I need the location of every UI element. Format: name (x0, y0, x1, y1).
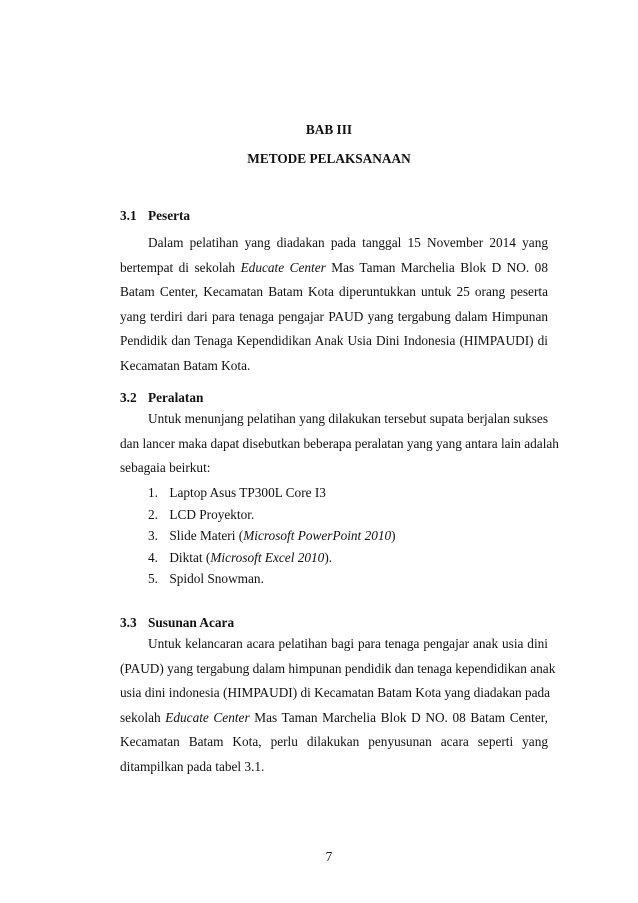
chapter-number: BAB III (305, 122, 353, 137)
section-title: Peserta (148, 208, 191, 223)
paragraph-line: Untuk menunjang pelatihan yang dilakukan tersebut supata berjalan sukses (148, 411, 548, 426)
paragraph-line: sekolah Educate Center Mas Taman Marchelia Blok D NO. 08 Batam Center, (120, 709, 548, 725)
paragraph-line: dan lancer maka dapat disebutkan beberapa peralatan yang yang antara lain adalah (120, 435, 559, 451)
paragraph-line: ditampilkan pada tabel 3.1. (120, 758, 265, 774)
paragraph-line: Batam Center, Kecamatan Batam Kota diperuntukkan untuk 25 orang peserta (120, 284, 548, 300)
list-item: 2. LCD Proyektor. (148, 506, 255, 522)
list-item: 1. Laptop Asus TP300L Core I3 (148, 485, 326, 500)
section-number: 3.3 (120, 615, 137, 630)
italic-term: Educate Center (240, 259, 326, 275)
list-item: 3. Slide Materi (Microsoft PowerPoint 2010) (148, 528, 396, 544)
section-title: Susunan Acara (148, 615, 235, 630)
paragraph-line: usia dini indonesia (HIMPAUDI) di Kecamatan Batam Kota yang diadakan pada (120, 685, 551, 701)
list-item: 4. Diktat (Microsoft Excel 2010). (148, 549, 333, 565)
paragraph-line: Kecamatan Batam Kota. (120, 357, 251, 373)
paragraph-line: (PAUD) yang tergabung dalam himpunan pendidik dan tenaga kependidikan anak (120, 660, 556, 676)
chapter-title: METODE PELAKSANAAN (247, 151, 411, 166)
paragraph-line: yang terdiri dari para tenaga pengajar PAUD yang tergabung dalam Himpunan (120, 308, 548, 324)
paragraph-line: bertempat di sekolah Educate Center Mas Taman Marchelia Blok D NO. 08 (120, 259, 548, 275)
page-number: 7 (325, 849, 333, 864)
paragraph-line: sebagaia beirkut: (120, 460, 211, 476)
section-number: 3.1 (120, 208, 137, 223)
italic-term: Microsoft PowerPoint 2010 (243, 528, 392, 544)
equipment-list (148, 482, 396, 590)
section-title: Peralatan (148, 390, 204, 405)
section-heading-peserta (120, 208, 190, 224)
paragraph-line: Untuk kelancaran acara pelatihan bagi para tenaga pengajar anak usia dini (148, 636, 548, 651)
section-heading-peralatan (120, 390, 203, 406)
paragraph-line: Dalam pelatihan yang diadakan pada tanggal 15 November 2014 yang (148, 235, 548, 250)
list-item: 5. Spidol Snowman. (148, 571, 264, 587)
paragraph-peserta (120, 231, 548, 379)
paragraph-line: Pendidik dan Tenaga Kependidikan Anak Usia Dini Indonesia (HIMPAUDI) di (120, 333, 548, 349)
section-heading-susunan-acara (120, 615, 234, 631)
paragraph-peralatan (120, 407, 559, 481)
paragraph-line: Kecamatan Batam Kota, perlu dilakukan penyusunan acara seperti yang (120, 734, 548, 750)
section-number: 3.2 (120, 390, 137, 405)
paragraph-susunan-acara (120, 632, 556, 780)
italic-term: Educate Center (165, 709, 250, 725)
italic-term: Microsoft Excel 2010 (210, 549, 325, 565)
